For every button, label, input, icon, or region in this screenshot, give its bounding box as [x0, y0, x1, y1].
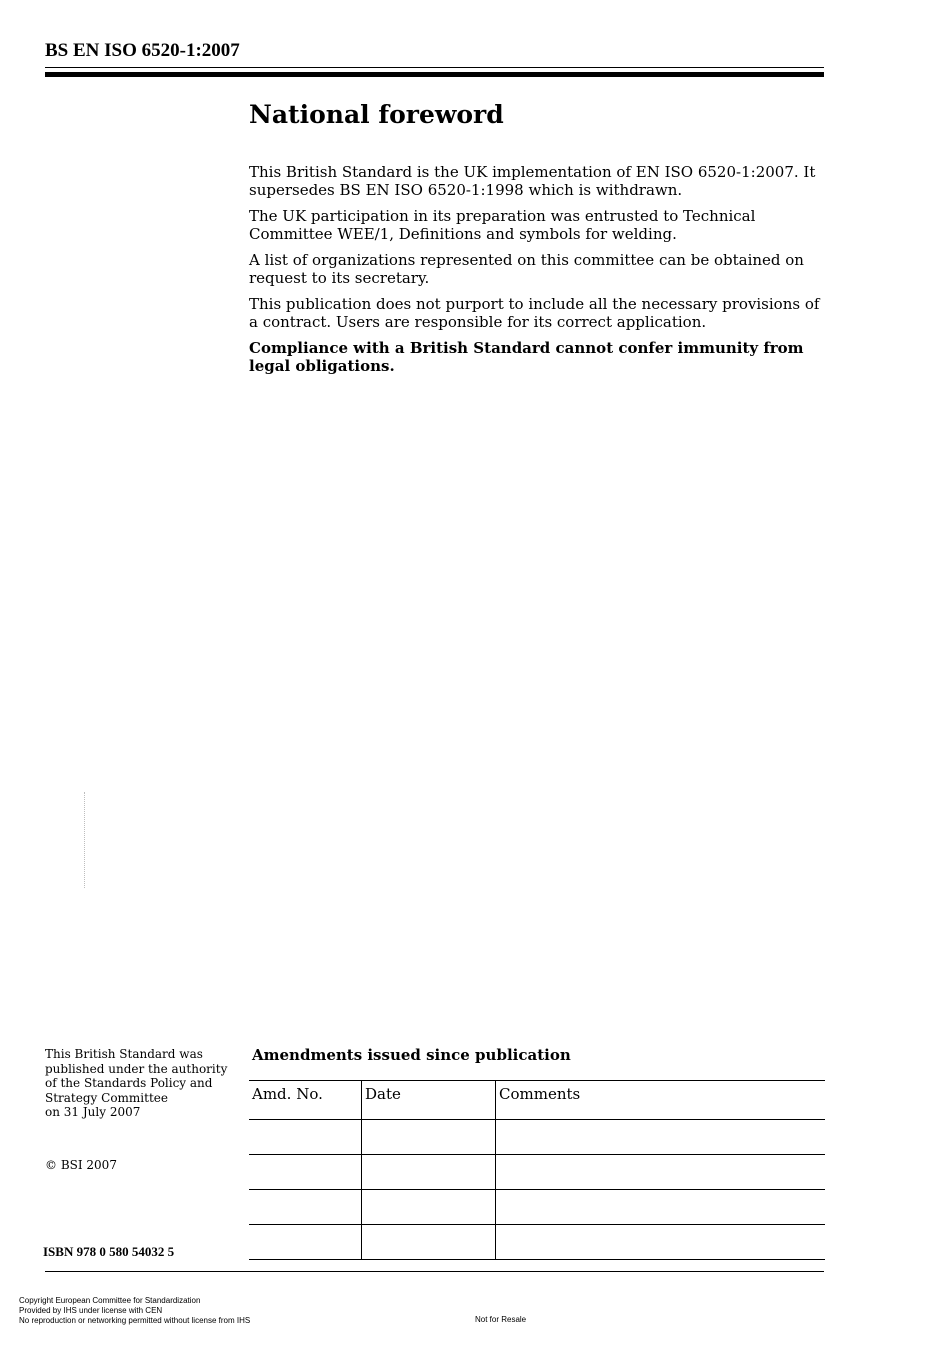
- publication-note-line: of the Standards Policy and: [45, 1076, 213, 1091]
- table-row: [249, 1155, 825, 1190]
- table-cell: [496, 1190, 826, 1225]
- header-rule-thin: [45, 67, 824, 68]
- table-cell: [362, 1155, 496, 1190]
- publication-note: [45, 1047, 235, 1120]
- table-row: [249, 1225, 825, 1260]
- license-line: No reproduction or networking permitted without license from IHS: [19, 1316, 251, 1325]
- publication-note-line: Strategy Committee: [45, 1090, 168, 1105]
- foreword-paragraph: A list of organizations represented on this committee can be obtained on request to its secretary.: [249, 251, 804, 287]
- table-cell: [249, 1190, 362, 1225]
- column-header-comments: Comments: [496, 1081, 826, 1120]
- margin-dotted-mark: [84, 792, 86, 888]
- table-row: [249, 1120, 825, 1155]
- license-line: Provided by IHS under license with CEN: [19, 1306, 163, 1315]
- amendments-header-row: [249, 1081, 825, 1120]
- column-header-amd-no: Amd. No.: [249, 1081, 362, 1120]
- bsi-copyright: © BSI 2007: [45, 1158, 117, 1172]
- table-cell: [362, 1190, 496, 1225]
- table-cell: [249, 1225, 362, 1260]
- table-cell: [362, 1225, 496, 1260]
- amendments-title: Amendments issued since publication: [252, 1046, 571, 1064]
- publication-note-line: on 31 July 2007: [45, 1105, 141, 1120]
- standard-number: BS EN ISO 6520-1:2007: [45, 40, 240, 61]
- table-row: [249, 1190, 825, 1225]
- table-cell: [496, 1155, 826, 1190]
- foreword-body: [249, 163, 827, 383]
- foreword-paragraph: This British Standard is the UK implementation of EN ISO 6520-1:2007. It supersedes BS EN ISO 6520-1:1998 which is withdrawn.: [249, 163, 816, 199]
- publication-note-line: This British Standard was: [45, 1047, 203, 1061]
- page-title: National foreword: [249, 100, 504, 129]
- table-cell: [249, 1120, 362, 1155]
- footer-rule: [45, 1271, 824, 1272]
- table-cell: [496, 1225, 826, 1260]
- amendments-table: [249, 1080, 825, 1260]
- table-cell: [362, 1120, 496, 1155]
- license-line: Copyright European Committee for Standardization: [19, 1296, 201, 1305]
- license-notice: [19, 1296, 250, 1326]
- table-cell: [249, 1155, 362, 1190]
- not-for-resale: Not for Resale: [475, 1315, 527, 1324]
- column-header-date: Date: [362, 1081, 496, 1120]
- foreword-paragraph: The UK participation in its preparation was entrusted to Technical Committee WEE/1, Definitions and symbols for welding.: [249, 207, 756, 243]
- compliance-note: Compliance with a British Standard cannot confer immunity from legal obligations.: [249, 339, 804, 375]
- publication-note-line: published under the authority: [45, 1061, 228, 1076]
- table-cell: [496, 1120, 826, 1155]
- header-rule-thick: [45, 72, 824, 77]
- isbn: ISBN 978 0 580 54032 5: [43, 1244, 175, 1259]
- foreword-paragraph: This publication does not purport to include all the necessary provisions of a contract. Users are responsible for its correct application.: [249, 295, 820, 331]
